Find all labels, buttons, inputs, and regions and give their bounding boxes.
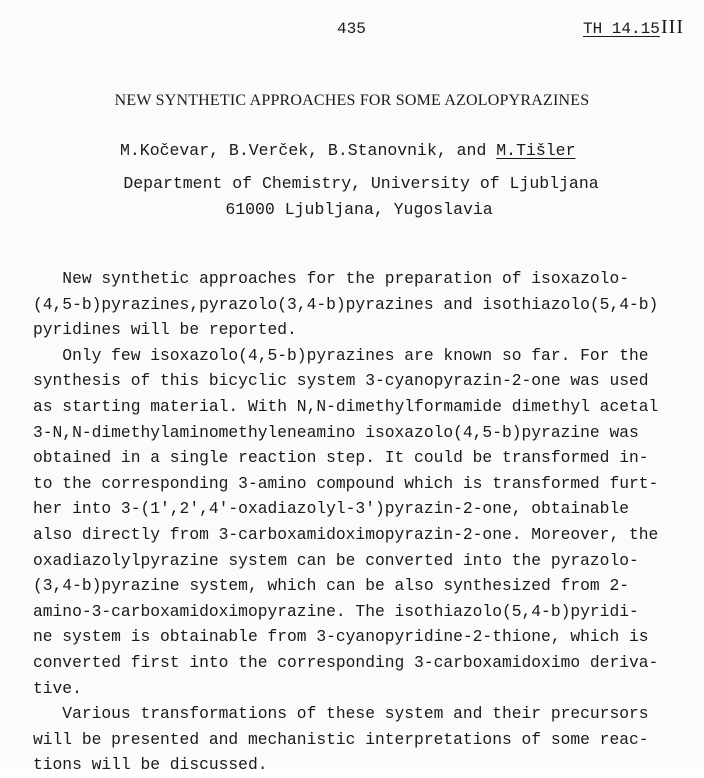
- abstract-line: Various transformations of these system and their precursors: [33, 704, 649, 724]
- abstract-line: to the corresponding 3-amino compound which is transformed furt-: [33, 473, 659, 493]
- abstract-line: Only few isoxazolo(4,5-b)pyrazines are known so far. For the: [33, 345, 649, 365]
- author-list: [120, 141, 575, 160]
- abstract-line: (4,5-b)pyrazines,pyrazolo(3,4-b)pyrazines and isothiazolo(5,4-b): [33, 294, 659, 314]
- abstract-body: [33, 266, 703, 778]
- page-number: 435: [337, 20, 366, 38]
- affiliation-line-1: Department of Chemistry, University of Ljubljana: [123, 174, 599, 193]
- abstract-line: (3,4-b)pyrazine system, which can be also synthesized from 2-: [33, 576, 629, 596]
- abstract-line: amino-3-carboxamidoximopyrazine. The isothiazolo(5,4-b)pyridi-: [33, 601, 639, 621]
- abstract-line: will be presented and mechanistic interpretations of some reac-: [33, 729, 649, 749]
- abstract-line: as starting material. With N,N-dimethylformamide dimethyl acetal: [33, 396, 659, 416]
- abstract-line: synthesis of this bicyclic system 3-cyanopyrazin-2-one was used: [33, 371, 649, 391]
- abstract-line: also directly from 3-carboxamidoximopyrazin-2-one. Moreover, the: [33, 524, 659, 544]
- session-code: TH 14.15: [583, 20, 660, 38]
- abstract-line: pyridines will be reported.: [33, 320, 297, 340]
- abstract-line: tive.: [33, 678, 82, 698]
- abstract-line: her into 3-(1′,2′,4′-oxadiazolyl-3′)pyrazin-2-one, obtainable: [33, 499, 629, 519]
- abstract-line: tions will be discussed.: [33, 755, 268, 775]
- abstract-line: obtained in a single reaction step. It could be transformed in-: [33, 448, 649, 468]
- abstract-line: ne system is obtainable from 3-cyanopyridine-2-thione, which is: [33, 627, 649, 647]
- abstract-line: converted first into the corresponding 3-carboxamidoximo deriva-: [33, 652, 659, 672]
- affiliation-line-2: 61000 Ljubljana, Yugoslavia: [225, 200, 493, 219]
- presenting-author: M.Tišler: [496, 141, 576, 160]
- abstract-line: New synthetic approaches for the preparation of isoxazolo-: [33, 269, 629, 288]
- abstract-line: oxadiazolylpyrazine system can be converted into the pyrazolo-: [33, 550, 639, 570]
- abstract-line: 3-N,N-dimethylaminomethyleneamino isoxazolo(4,5-b)pyrazine was: [33, 422, 639, 442]
- paper-title: NEW SYNTHETIC APPROACHES FOR SOME AZOLOPYRAZINES: [114, 92, 590, 109]
- co-authors: M.Kočevar, B.Verček, B.Stanovnik, and: [120, 141, 497, 160]
- volume-numeral: III: [661, 16, 684, 38]
